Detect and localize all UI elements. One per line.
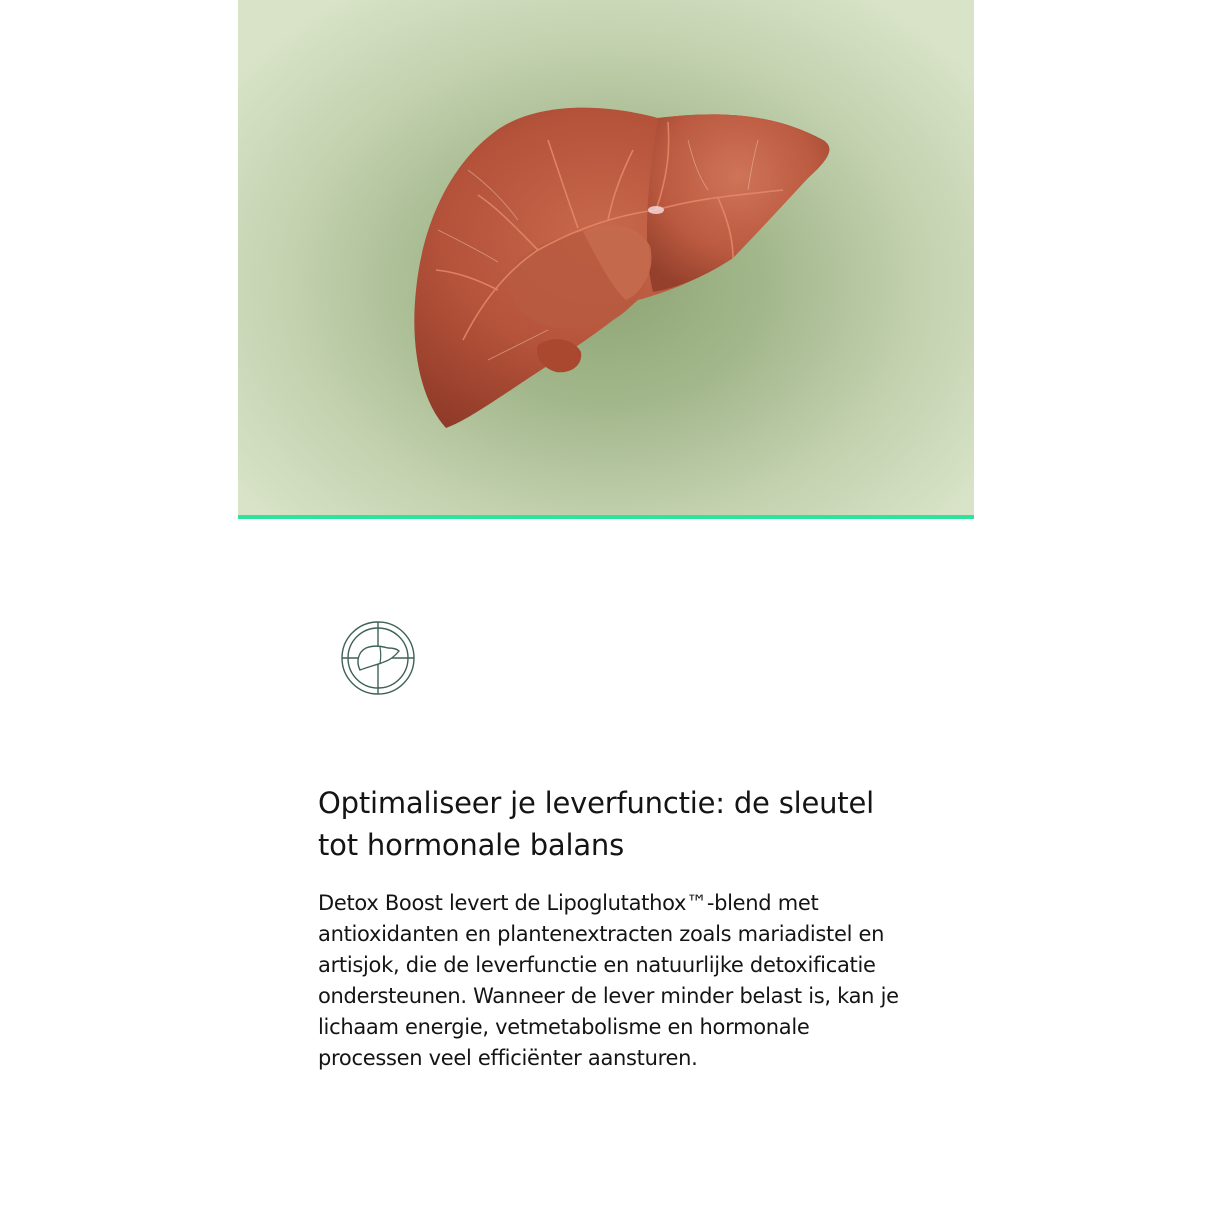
hero-image	[238, 0, 974, 515]
accent-divider	[238, 515, 974, 519]
feature-title: Optimaliseer je leverfunctie: de sleutel tot hormonale balans	[318, 786, 874, 862]
liver-crosshair-icon	[340, 620, 416, 696]
liver-illustration	[238, 0, 974, 515]
feature-description: Detox Boost levert de Lipoglutathox™-blend met antioxidanten en plantenextracten zoals mariadistel en artisjok, die de leverfunctie en natuurlijke detoxificatie ondersteunen. Wanneer de lever minder belast is, kan je lichaam energie, vetmetabolisme en hormonale processen veel efficiënter aansturen.	[318, 891, 899, 1070]
